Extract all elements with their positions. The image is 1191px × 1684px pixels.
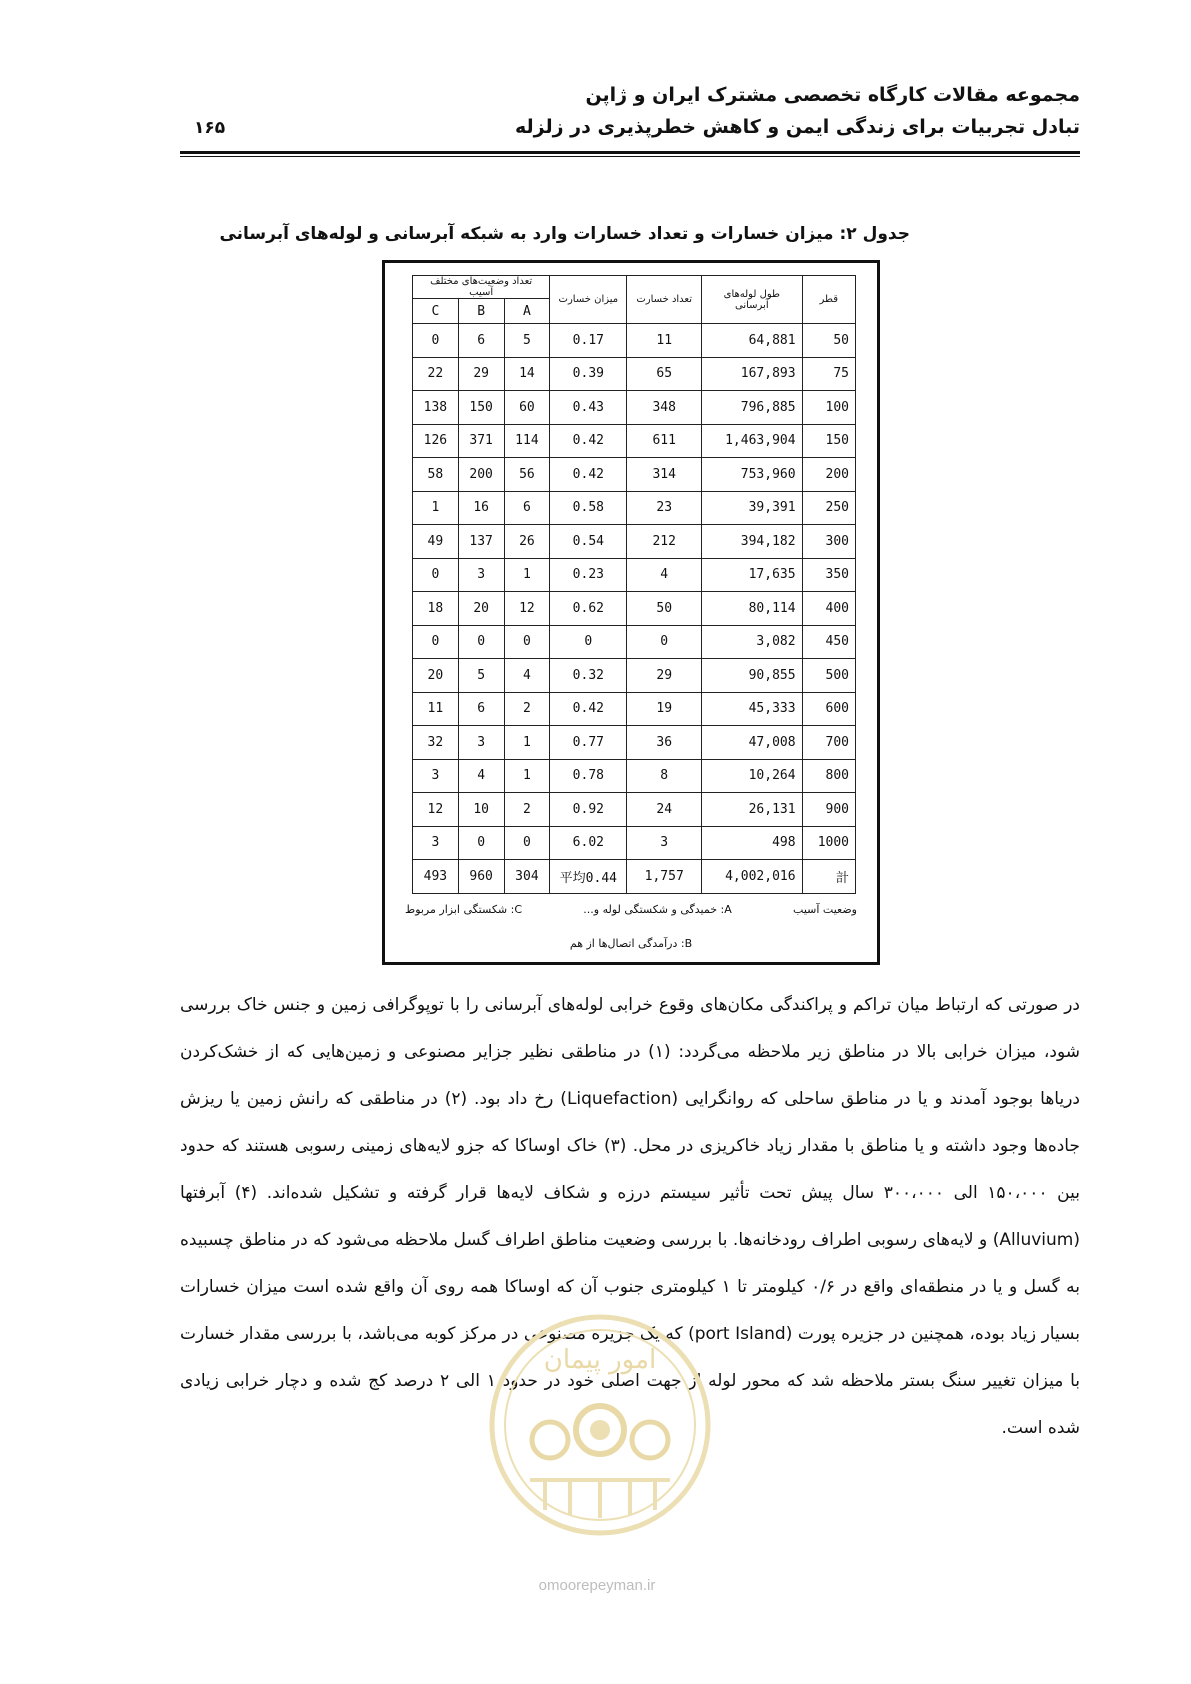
cell-type-b: 20 — [458, 592, 504, 626]
page-header — [180, 78, 1080, 148]
cell-diameter: 計 — [802, 860, 855, 894]
cell-rate: 0.92 — [550, 793, 627, 827]
stamp-text: امور پیمان — [543, 1345, 657, 1375]
cell-length: 17,635 — [702, 558, 803, 592]
cell-length: 80,114 — [702, 592, 803, 626]
cell-type-c: 22 — [413, 357, 459, 391]
cell-diameter: 200 — [802, 458, 855, 492]
cell-rate: 0.39 — [550, 357, 627, 391]
cell-type-b: 6 — [458, 692, 504, 726]
table-row — [413, 491, 856, 525]
legend-a: A: خمیدگی و شکستگی لوله و... — [583, 903, 732, 916]
header-rule-thick — [180, 151, 1080, 154]
cell-rate: 0.62 — [550, 592, 627, 626]
header-pipe-length: طول لوله‌های آبرسانی — [702, 276, 803, 324]
legend-c: C: شکستگی ابزار مربوط — [405, 903, 522, 916]
cell-type-b: 6 — [458, 324, 504, 358]
table-row — [413, 458, 856, 492]
cell-diameter: 250 — [802, 491, 855, 525]
cell-diameter: 400 — [802, 592, 855, 626]
cell-count: 11 — [627, 324, 702, 358]
header-damage-types: تعداد وضعیت‌های مختلف آسیب — [413, 276, 550, 299]
cell-count: 3 — [627, 826, 702, 860]
cell-rate: 0.54 — [550, 525, 627, 559]
cell-rate: 0.77 — [550, 726, 627, 760]
cell-length: 4,002,016 — [702, 860, 803, 894]
table-row — [413, 558, 856, 592]
cell-diameter: 50 — [802, 324, 855, 358]
cell-rate: 0.58 — [550, 491, 627, 525]
cell-type-a: 5 — [504, 324, 550, 358]
cell-rate: 0.42 — [550, 692, 627, 726]
cell-type-a: 14 — [504, 357, 550, 391]
cell-diameter: 1000 — [802, 826, 855, 860]
cell-diameter: 500 — [802, 659, 855, 693]
cell-length: 1,463,904 — [702, 424, 803, 458]
cell-length: 394,182 — [702, 525, 803, 559]
cell-length: 39,391 — [702, 491, 803, 525]
cell-length: 3,082 — [702, 625, 803, 659]
cell-type-b: 371 — [458, 424, 504, 458]
cell-type-a: 6 — [504, 491, 550, 525]
cell-type-b: 10 — [458, 793, 504, 827]
cell-length: 167,893 — [702, 357, 803, 391]
cell-length: 753,960 — [702, 458, 803, 492]
cell-type-a: 12 — [504, 592, 550, 626]
cell-length: 64,881 — [702, 324, 803, 358]
cell-rate: 平均0.44 — [550, 860, 627, 894]
cell-type-c: 0 — [413, 558, 459, 592]
cell-type-b: 150 — [458, 391, 504, 425]
table-row — [413, 826, 856, 860]
cell-type-b: 29 — [458, 357, 504, 391]
table-figure — [382, 260, 880, 965]
cell-type-a: 2 — [504, 793, 550, 827]
table-row — [413, 324, 856, 358]
header-diameter: قطر — [802, 276, 855, 324]
cell-type-b: 137 — [458, 525, 504, 559]
cell-type-a: 304 — [504, 860, 550, 894]
header-subtitle: تبادل تجربیات برای زندگی ایمن و کاهش خطرپذیری در زلزله — [515, 116, 1080, 138]
table-body — [413, 324, 856, 894]
cell-count: 212 — [627, 525, 702, 559]
table-caption: جدول ۲: میزان خسارات و تعداد خسارات وارد به شبکه آبرسانی و لوله‌های آبرسانی — [219, 224, 910, 244]
cell-type-c: 58 — [413, 458, 459, 492]
cell-length: 45,333 — [702, 692, 803, 726]
cell-type-c: 138 — [413, 391, 459, 425]
cell-count: 611 — [627, 424, 702, 458]
cell-count: 4 — [627, 558, 702, 592]
cell-type-a: 4 — [504, 659, 550, 693]
cell-length: 47,008 — [702, 726, 803, 760]
table-row — [413, 525, 856, 559]
header-damage-rate: میزان خسارت — [550, 276, 627, 324]
table-row — [413, 692, 856, 726]
table-row — [413, 759, 856, 793]
cell-type-c: 12 — [413, 793, 459, 827]
cell-type-c: 49 — [413, 525, 459, 559]
cell-type-b: 16 — [458, 491, 504, 525]
cell-rate: 0.43 — [550, 391, 627, 425]
cell-type-c: 1 — [413, 491, 459, 525]
cell-rate: 0.78 — [550, 759, 627, 793]
cell-type-c: 3 — [413, 826, 459, 860]
table-row — [413, 357, 856, 391]
table-row — [413, 625, 856, 659]
cell-length: 796,885 — [702, 391, 803, 425]
cell-count: 314 — [627, 458, 702, 492]
cell-type-c: 493 — [413, 860, 459, 894]
cell-count: 65 — [627, 357, 702, 391]
cell-type-a: 1 — [504, 558, 550, 592]
header-type-a: A — [504, 299, 550, 324]
header-title: مجموعه مقالات کارگاه تخصصی مشترک ایران و ژاپن — [585, 84, 1080, 106]
page-number: ۱۶۵ — [194, 118, 226, 138]
cell-length: 10,264 — [702, 759, 803, 793]
cell-type-b: 3 — [458, 558, 504, 592]
cell-diameter: 350 — [802, 558, 855, 592]
cell-diameter: 300 — [802, 525, 855, 559]
cell-rate: 0.17 — [550, 324, 627, 358]
cell-type-c: 0 — [413, 324, 459, 358]
watermark-url: omoorepeyman.ir — [538, 1577, 656, 1594]
cell-type-a: 26 — [504, 525, 550, 559]
cell-type-c: 0 — [413, 625, 459, 659]
cell-type-c: 20 — [413, 659, 459, 693]
seal-stamp-icon — [485, 1310, 715, 1540]
table-legend — [405, 903, 857, 916]
cell-type-c: 18 — [413, 592, 459, 626]
cell-type-b: 960 — [458, 860, 504, 894]
header-damage-count: تعداد خسارت — [627, 276, 702, 324]
cell-count: 36 — [627, 726, 702, 760]
legend-label: وضعیت آسیب — [793, 903, 857, 916]
cell-type-c: 32 — [413, 726, 459, 760]
cell-diameter: 100 — [802, 391, 855, 425]
cell-type-a: 1 — [504, 759, 550, 793]
cell-diameter: 700 — [802, 726, 855, 760]
cell-count: 50 — [627, 592, 702, 626]
cell-type-b: 0 — [458, 826, 504, 860]
cell-type-c: 126 — [413, 424, 459, 458]
legend-b: B: درآمدگی اتصال‌ها از هم — [569, 937, 693, 950]
table-row — [413, 726, 856, 760]
header-type-b: B — [458, 299, 504, 324]
cell-rate: 6.02 — [550, 826, 627, 860]
cell-type-a: 1 — [504, 726, 550, 760]
cell-count: 19 — [627, 692, 702, 726]
cell-length: 498 — [702, 826, 803, 860]
cell-count: 24 — [627, 793, 702, 827]
cell-type-a: 114 — [504, 424, 550, 458]
body-paragraph: در صورتی که ارتباط میان تراکم و پراکندگی مکان‌های وقوع خرابی لوله‌های آبرسانی را با توپوگرافی زمین و جنس خاک بررسی شود، میزان خرابی بالا در مناطق زیر ملاحظه می‌گردد: (۱) در مناطقی نظیر جزایر مصنوعی و زمین‌هایی که از خشک‌کردن دریاها بوجود آمدند و یا در مناطق ساحلی که روانگرایی (Liquefaction) رخ داد بود. (۲) در مناطقی که رانش زمین یا ریزش جاده‌ها وجود داشته و یا مناطق با مقدار زیاد خاکریزی در محل. (۳) خاک اوساکا که جزو لایه‌های زمینی رسوبی هستند که حدود بین ۱۵۰،۰۰۰ الی ۳۰۰،۰۰۰ سال پیش تحت تأثیر سیستم درزه و شکاف لایه‌ها قرار گرفته و تشکیل شده‌اند. (۴) آبرفتها (Alluvium) و لایه‌های رسوبی اطراف رودخانه‌ها. با بررسی وضعیت مناطق اطراف گسل ملاحظه می‌شود که در مناطق چسبیده به گسل و یا در منطقه‌ای واقع در ۰/۶ کیلومتر تا ۱ کیلومتری جنوب آن که اوساکا همه روی آن واقع شده است میزان خسارات بسیار زیاد بوده، همچنین در جزیره پورت (port Island) که یک جزیره مصنوعی در مرکز کوبه می‌باشد، با بررسی مقدار خسارت با میزان تغییر سنگ بستر ملاحظه شد که محور لوله از جهت اصلی خود در حدود ۱ الی ۲ درصد کج شده و دچار خرابی زیادی شده است. — [180, 995, 1081, 1438]
cell-type-b: 200 — [458, 458, 504, 492]
cell-type-c: 11 — [413, 692, 459, 726]
cell-count: 29 — [627, 659, 702, 693]
cell-type-b: 0 — [458, 625, 504, 659]
header-type-c: C — [413, 299, 459, 324]
table-row — [413, 860, 856, 894]
cell-count: 23 — [627, 491, 702, 525]
table-row — [413, 659, 856, 693]
table-row — [413, 424, 856, 458]
cell-type-a: 60 — [504, 391, 550, 425]
cell-count: 348 — [627, 391, 702, 425]
cell-diameter: 450 — [802, 625, 855, 659]
damage-table — [412, 275, 856, 894]
cell-type-a: 0 — [504, 625, 550, 659]
cell-diameter: 800 — [802, 759, 855, 793]
table-row — [413, 391, 856, 425]
table-row — [413, 793, 856, 827]
cell-length: 26,131 — [702, 793, 803, 827]
cell-count: 1,757 — [627, 860, 702, 894]
table-row — [413, 592, 856, 626]
cell-rate: 0.23 — [550, 558, 627, 592]
cell-diameter: 900 — [802, 793, 855, 827]
cell-type-b: 4 — [458, 759, 504, 793]
cell-rate: 0.42 — [550, 458, 627, 492]
cell-type-a: 56 — [504, 458, 550, 492]
cell-diameter: 600 — [802, 692, 855, 726]
cell-rate: 0 — [550, 625, 627, 659]
cell-type-b: 5 — [458, 659, 504, 693]
cell-diameter: 75 — [802, 357, 855, 391]
cell-count: 8 — [627, 759, 702, 793]
cell-length: 90,855 — [702, 659, 803, 693]
cell-type-b: 3 — [458, 726, 504, 760]
cell-rate: 0.32 — [550, 659, 627, 693]
cell-type-a: 2 — [504, 692, 550, 726]
header-rule-thin — [180, 156, 1080, 157]
cell-diameter: 150 — [802, 424, 855, 458]
cell-rate: 0.42 — [550, 424, 627, 458]
cell-count: 0 — [627, 625, 702, 659]
cell-type-c: 3 — [413, 759, 459, 793]
cell-type-a: 0 — [504, 826, 550, 860]
